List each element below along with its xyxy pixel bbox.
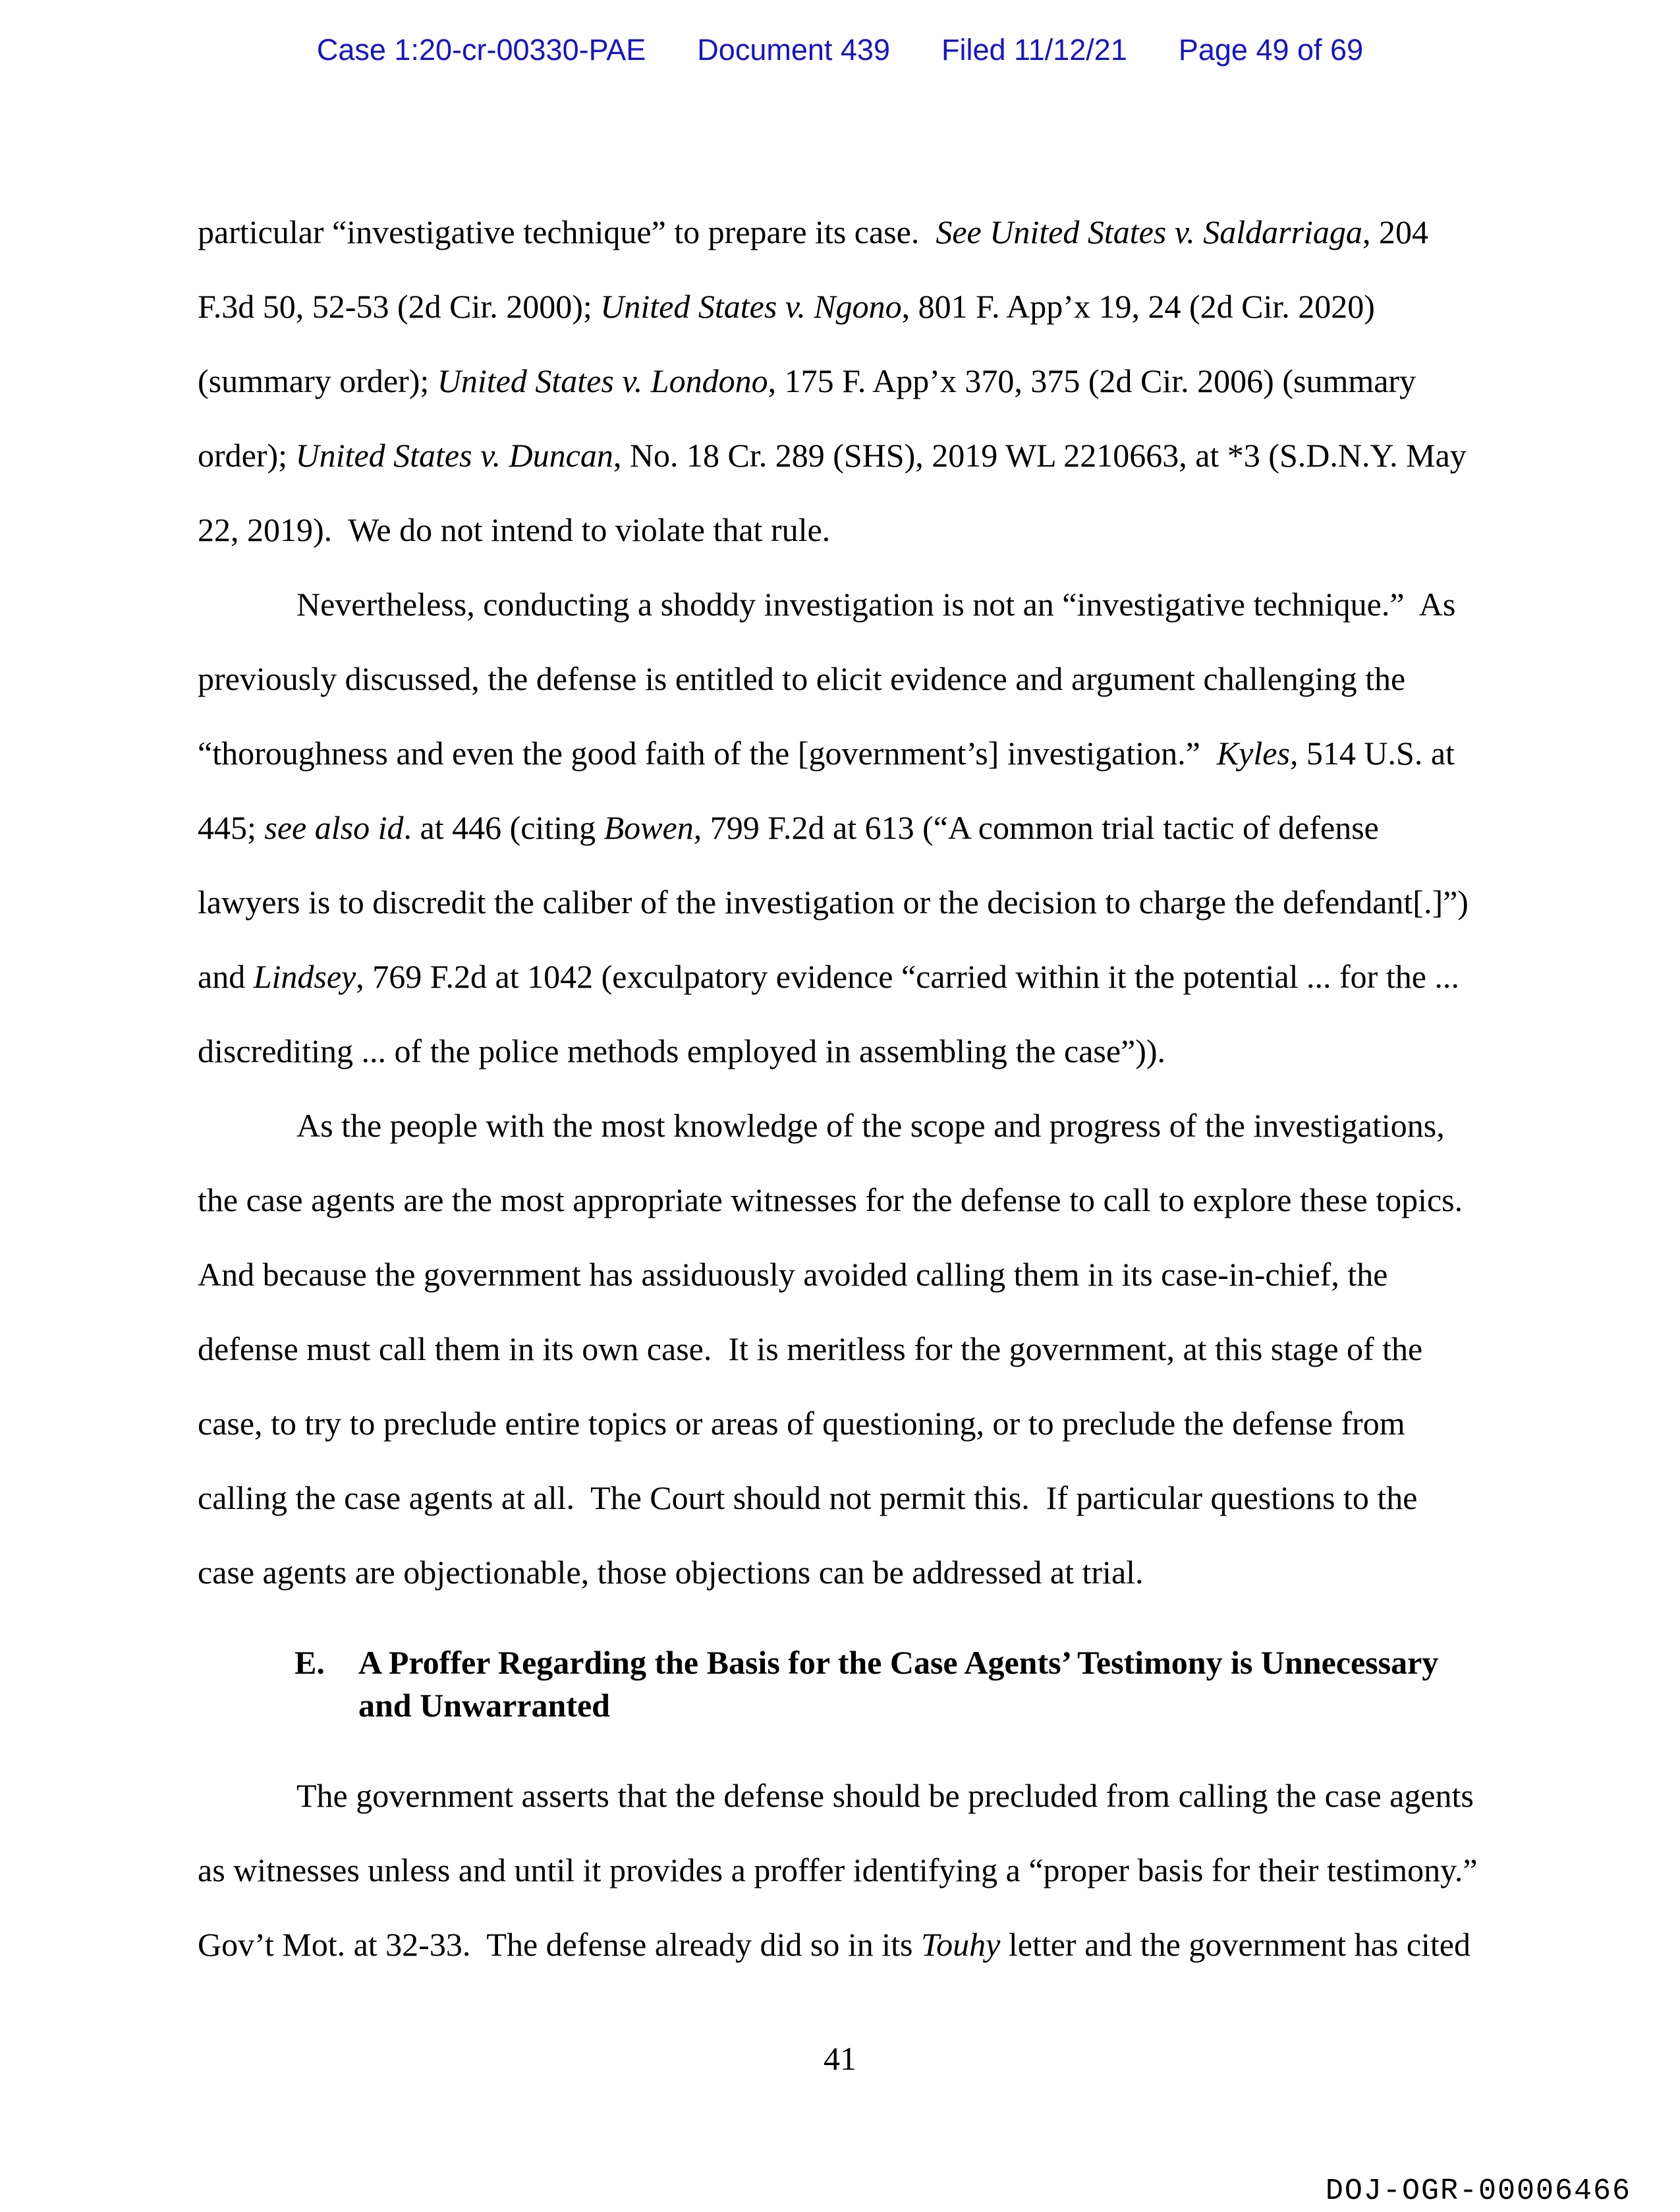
paragraph: [198, 1759, 1489, 1982]
text-run-italic: See United States v. Saldarriaga: [936, 213, 1362, 250]
text-run: case agents are objectionable, those objections can be addressed at trial.: [198, 1554, 1144, 1591]
document-body: [198, 195, 1489, 1982]
text-run: 799 F.2d at 613 (“A common trial tactic of defense: [702, 809, 1379, 846]
paragraph: [198, 195, 1489, 567]
page-number: 41: [824, 2040, 856, 2077]
text-run: as witnesses unless and until it provides a proffer identifying a “proper basis for their testimony.”: [198, 1852, 1478, 1888]
text-run-italic: United States v. Duncan: [295, 437, 613, 474]
court-filing-header: [0, 33, 1680, 67]
text-run: defense must call them in its own case. It is meritless for the government, at this stage of the: [198, 1330, 1423, 1367]
text-run: As the people with the most knowledge of the scope and progress of the investigations,: [296, 1107, 1445, 1144]
text-line: [198, 493, 1489, 567]
text-line: [198, 195, 1489, 269]
text-line: [198, 1163, 1489, 1237]
text-run: . at 446 (citing: [403, 809, 604, 846]
text-line: [198, 344, 1489, 418]
text-run: Gov’t Mot. at 32-33. The defense already did so in its: [198, 1926, 921, 1963]
text-run: And because the government has assiduously avoided calling them in its case-in-chief, the: [198, 1256, 1388, 1293]
text-run: discrediting ... of the police methods employed in assembling the case”)).: [198, 1033, 1166, 1069]
text-line: [198, 1386, 1489, 1461]
text-run: , 769 F.2d at 1042 (exculpatory evidence “carried within it the potential ... for the ...: [356, 958, 1459, 995]
section-heading-line: A Proffer Regarding the Basis for the Case Agents’ Testimony is Unnecessary: [358, 1644, 1439, 1681]
text-run: case, to try to preclude entire topics or areas of questioning, or to preclude the defense from: [198, 1405, 1405, 1442]
text-run: F.3d 50, 52-53 (2d Cir. 2000);: [198, 288, 601, 325]
text-line: [198, 1833, 1489, 1908]
section-heading-line: and Unwarranted: [358, 1687, 610, 1724]
text-line: [198, 1535, 1489, 1610]
text-line: [198, 1237, 1489, 1312]
text-run-italic: United States v. Ngono: [600, 288, 902, 325]
text-run: 22, 2019). We do not intend to violate that rule.: [198, 511, 831, 548]
header-filed-date: Filed 11/12/21: [941, 33, 1127, 67]
text-run: order);: [198, 437, 296, 474]
text-line: [198, 1908, 1489, 1982]
text-run-italic: Touhy: [920, 1926, 1001, 1963]
text-line: [198, 940, 1489, 1014]
text-run: , 175 F. App’x 370, 375 (2d Cir. 2006) (summary: [768, 362, 1416, 399]
paragraph: [198, 1089, 1489, 1610]
header-page-count: Page 49 of 69: [1178, 33, 1364, 67]
section-heading: [198, 1641, 1489, 1727]
text-line: [198, 865, 1489, 940]
header-document-number: Document 439: [697, 33, 890, 67]
text-line: [198, 1461, 1489, 1535]
text-run: lawyers is to discredit the caliber of the investigation or the decision to charge the defendant[.]”): [198, 884, 1469, 921]
text-run: , No. 18 Cr. 289 (SHS), 2019 WL 2210663, at *3 (S.D.N.Y. May: [613, 437, 1467, 474]
text-line: [198, 1014, 1489, 1089]
text-line: [198, 1759, 1489, 1833]
text-run: , 801 F. App’x 19, 24 (2d Cir. 2020): [901, 288, 1375, 325]
text-line: [198, 791, 1489, 865]
text-run: 445;: [198, 809, 265, 846]
text-run-italic: Lindsey: [253, 958, 356, 995]
text-run: and: [198, 958, 254, 995]
text-line: [198, 716, 1489, 791]
text-run: particular “investigative technique” to prepare its case.: [198, 213, 936, 250]
text-run: Nevertheless, conducting a shoddy investigation is not an “investigative technique.” As: [296, 586, 1456, 623]
text-run: (summary order);: [198, 362, 437, 399]
text-line: [198, 418, 1489, 493]
text-run: “thoroughness and even the good faith of the [government’s] investigation.”: [198, 735, 1217, 772]
text-run: calling the case agents at all. The Court should not permit this. If particular questions to the: [198, 1479, 1418, 1516]
text-line: [198, 269, 1489, 344]
text-run: the case agents are the most appropriate witnesses for the defense to call to explore these topics.: [198, 1181, 1463, 1218]
bates-stamp: DOJ-OGR-00006466: [1325, 2174, 1631, 2208]
section-heading-number: E.: [294, 1644, 325, 1681]
text-run-italic: see also id: [264, 809, 404, 846]
header-case-number: Case 1:20-cr-00330-PAE: [316, 33, 646, 67]
text-line: [198, 642, 1489, 716]
text-run-italic: United States v. Londono: [437, 362, 768, 399]
text-line: [198, 567, 1489, 642]
text-run: 514 U.S. at: [1298, 735, 1455, 772]
text-run: letter and the government has cited: [1000, 1926, 1470, 1963]
text-line: [198, 1312, 1489, 1386]
paragraph: [198, 567, 1489, 1089]
text-line: [198, 1089, 1489, 1163]
text-run: The government asserts that the defense should be precluded from calling the case agents: [296, 1777, 1474, 1814]
text-run: previously discussed, the defense is entitled to elicit evidence and argument challenging the: [198, 660, 1406, 697]
text-run-italic: Kyles,: [1216, 735, 1299, 772]
text-run-italic: Bowen,: [603, 809, 702, 846]
section-heading-text: [358, 1641, 1438, 1727]
text-run: , 204: [1362, 213, 1428, 250]
